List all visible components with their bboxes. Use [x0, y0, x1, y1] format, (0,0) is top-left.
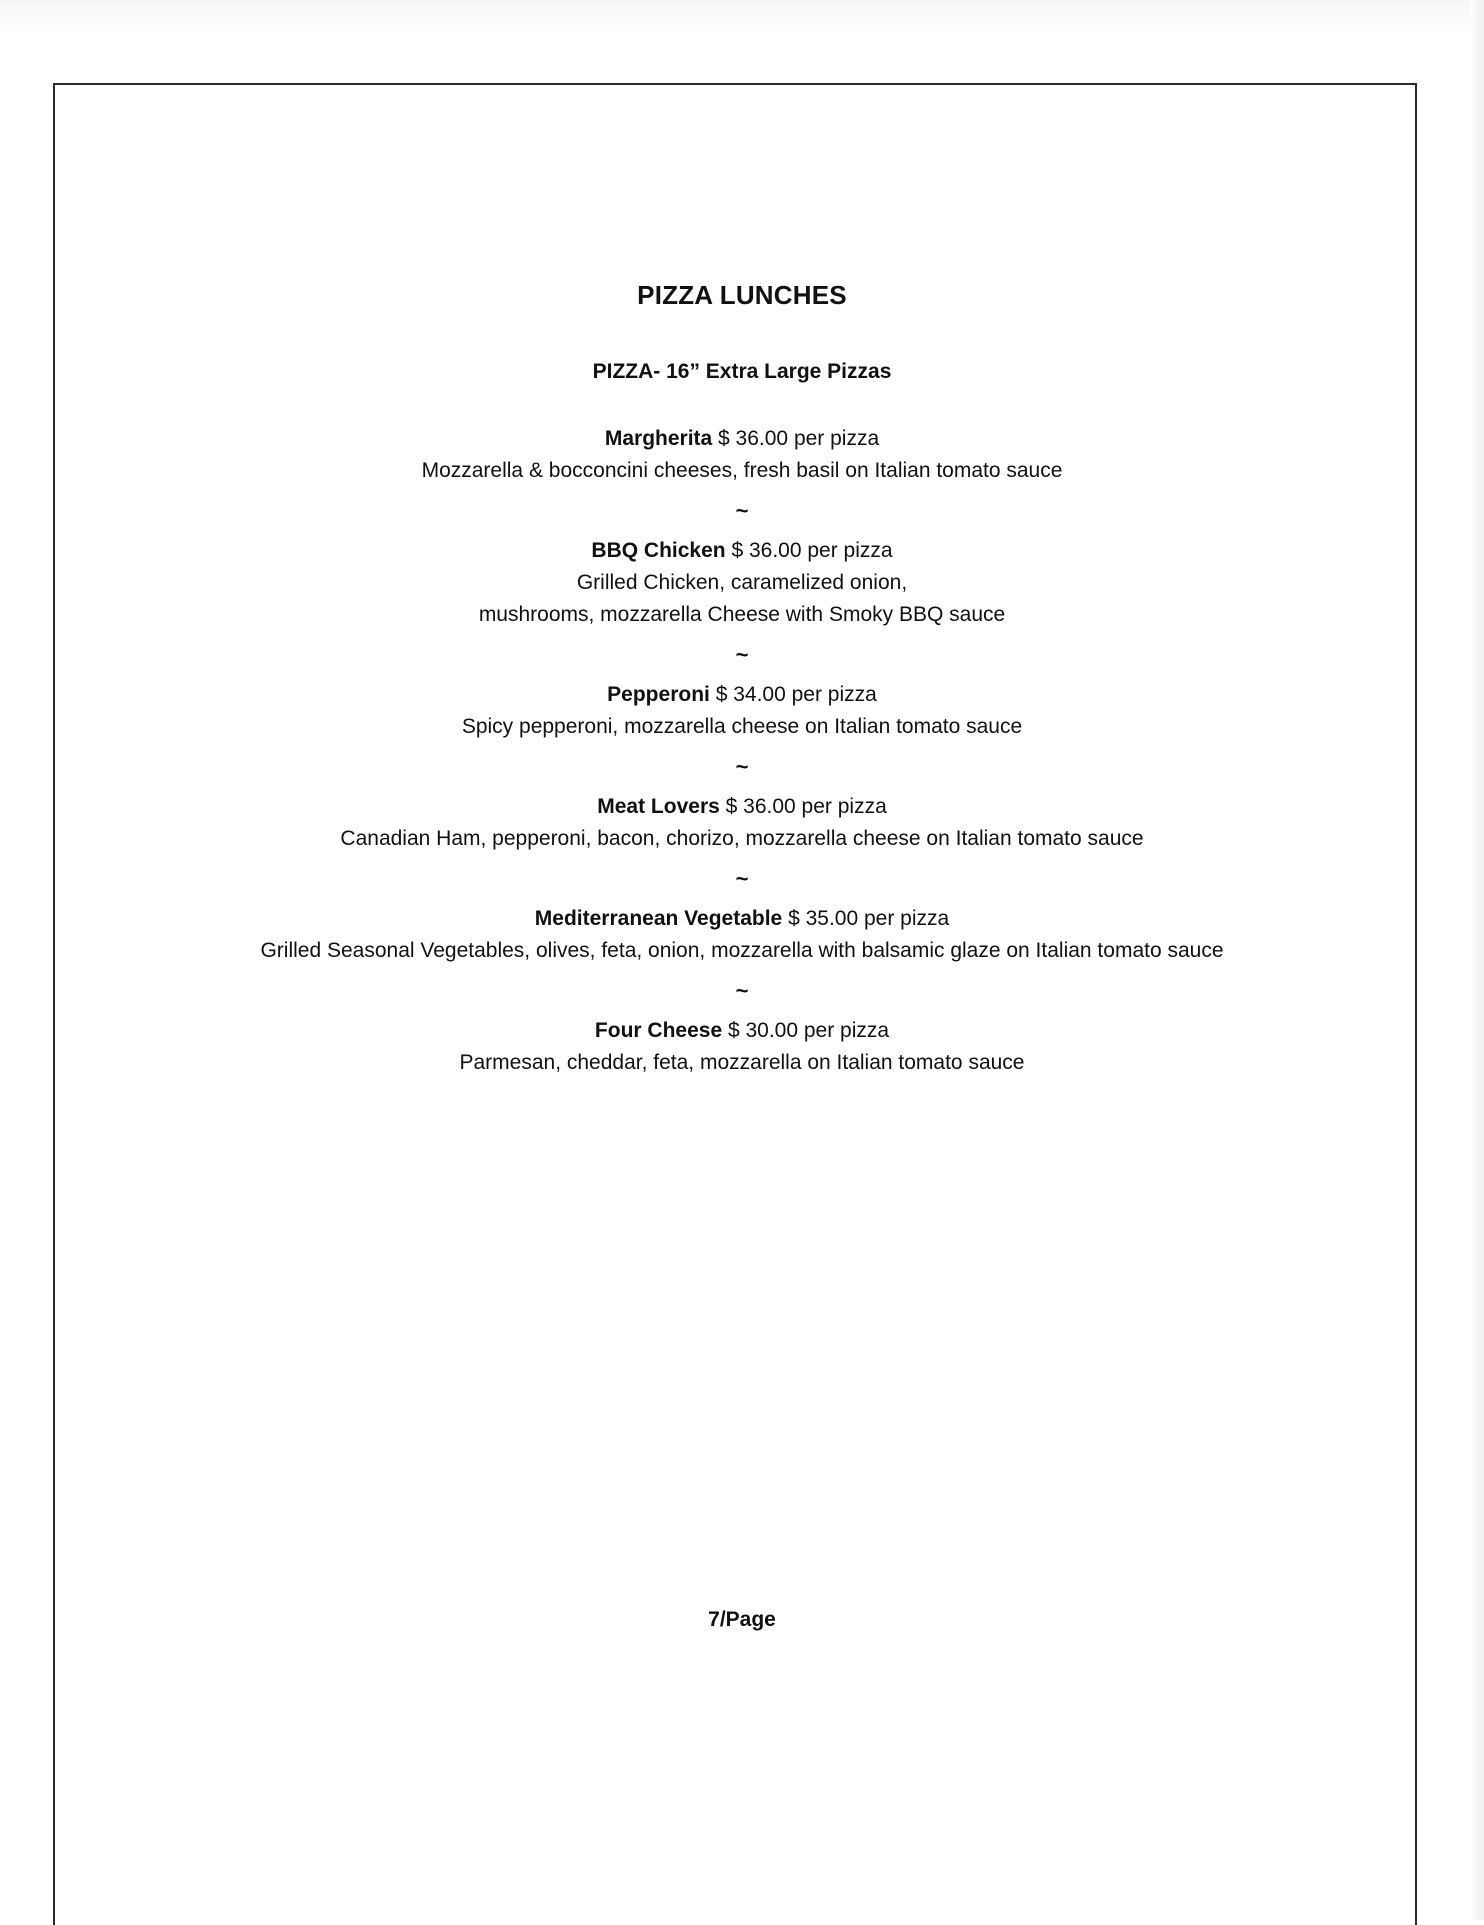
menu-subtitle: PIZZA- 16” Extra Large Pizzas [592, 360, 892, 383]
item-price: $ 34.00 per pizza [715, 683, 877, 706]
item-description: Grilled Chicken, caramelized onion, [576, 571, 908, 594]
scan-edge-top [0, 0, 1484, 34]
separator: ~ [735, 978, 749, 1003]
menu-item-pepperoni [0, 679, 1484, 743]
item-description: Canadian Ham, pepperoni, bacon, chorizo, mozzarella cheese on Italian tomato sauce [340, 827, 1144, 850]
menu-item-four-cheese [0, 1015, 1484, 1079]
item-price: $ 30.00 per pizza [727, 1019, 890, 1042]
item-description: Spicy pepperoni, mozzarella cheese on Italian tomato sauce [461, 715, 1023, 738]
separator: ~ [735, 754, 749, 779]
menu-item-margherita [0, 423, 1484, 487]
item-description: Parmesan, cheddar, feta, mozzarella on Italian tomato sauce [459, 1051, 1025, 1074]
pizza-menu [0, 423, 1484, 1079]
item-name: Mediterranean Vegetable [534, 907, 783, 930]
menu-item-mediterranean-vegetable [0, 903, 1484, 967]
item-name: BBQ Chicken [591, 539, 726, 562]
item-name: Meat Lovers [597, 795, 720, 818]
item-name: Margherita [604, 427, 713, 450]
separator: ~ [735, 866, 749, 891]
menu-item-bbq-chicken [0, 535, 1484, 631]
item-price: $ 36.00 per pizza [731, 539, 893, 562]
menu-item-meat-lovers [0, 791, 1484, 855]
item-price: $ 36.00 per pizza [725, 795, 887, 818]
item-name: Four Cheese [594, 1019, 723, 1042]
item-description: Mozzarella & bocconcini cheeses, fresh basil on Italian tomato sauce [421, 459, 1063, 482]
item-description: Grilled Seasonal Vegetables, olives, feta, onion, mozzarella with balsamic glaze on Italian tomato sauce [260, 939, 1224, 962]
item-price: $ 35.00 per pizza [788, 907, 950, 930]
page-title: PIZZA LUNCHES [637, 280, 847, 310]
item-name: Pepperoni [607, 683, 710, 706]
separator: ~ [735, 498, 749, 523]
item-description: mushrooms, mozzarella Cheese with Smoky BBQ sauce [478, 603, 1006, 626]
page-number: 7/Page [708, 1608, 776, 1631]
separator: ~ [735, 642, 749, 667]
item-price: $ 36.00 per pizza [718, 427, 880, 450]
